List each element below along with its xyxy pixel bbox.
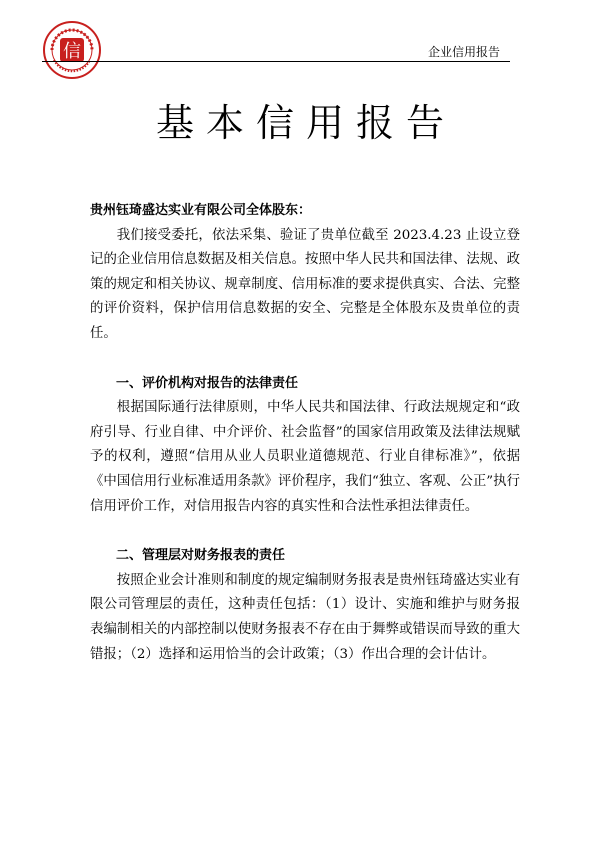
section-1-body: 根据国际通行法律原则，中华人民共和国法律、行政法规规定和“政府引导、行业自律、中介评价、社会监督”的国家信用政策及法律法规赋予的权利，遵照“信用从业人员职业道德规范、行业自律标准》”，依据《中国信用行业标准适用条款》评价程序，我们“独立、客观、公正”执行信用评价工作，对信用报告内容的真实性和合法性承担法律责任。: [90, 400, 520, 514]
section-2-heading: 二、管理层对财务报表的责任: [116, 548, 286, 564]
intro-paragraph: 我们接受委托，依法采集、验证了贵单位截至 2023.4.23 止设立登记的企业信用信息数据及相关信息。按照中华人民共和国法律、法规、政策的规定和相关协议、规章制度、信用标准的要求提供真实、合法、完整的评价资料，保护信用信息数据的安全、完整是全体股东及贵单位的责任。: [90, 227, 520, 341]
report-content: [90, 199, 520, 667]
section-1-heading: 一、评价机构对报告的法律责任: [116, 375, 299, 391]
page-title: 基本信用报告: [155, 101, 456, 145]
addressee: 贵州钰琦盛达实业有限公司全体股东：: [90, 203, 312, 218]
header-rule: [42, 61, 510, 62]
company-logo-icon: [42, 20, 102, 80]
header-label: 企业信用报告: [427, 45, 500, 59]
logo-char: 信: [63, 41, 81, 62]
section-2-body: 按照企业会计准则和制度的规定编制财务报表是贵州钰琦盛达实业有限公司管理层的责任，这种责任包括：（1）设计、实施和维护与财务报表编制相关的内部控制以使财务报表不存在由于舞弊或错误而导致的重大错报；（2）选择和运用恰当的会计政策；（3）作出合理的会计估计。: [90, 572, 520, 662]
